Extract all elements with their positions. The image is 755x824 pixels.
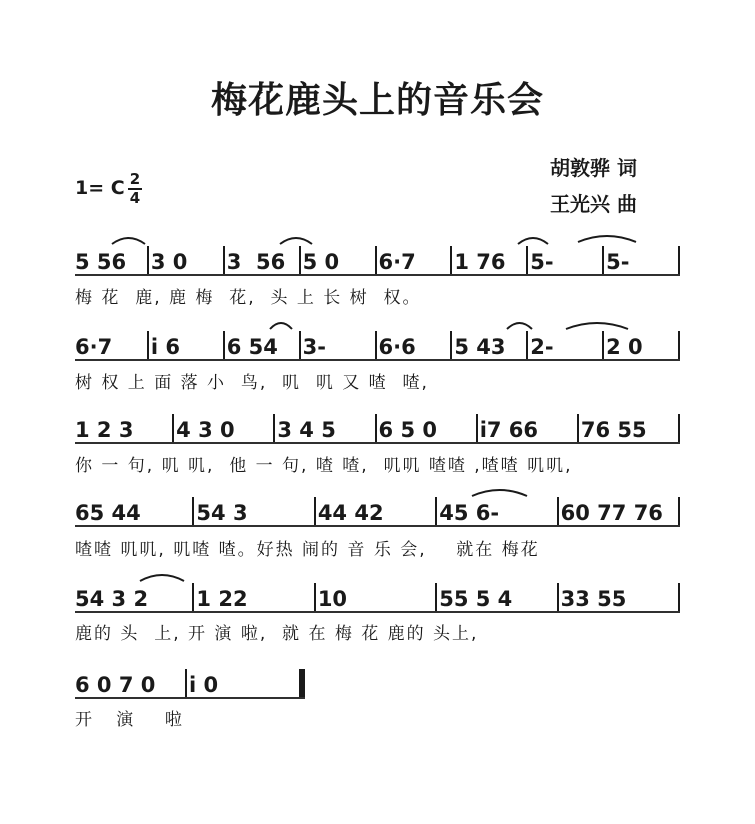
measure bbox=[75, 330, 145, 360]
lyric-line: 鹿的 头 上, 开 演 啦, 就 在 梅 花 鹿的 头上, bbox=[75, 624, 479, 644]
notation-line bbox=[75, 245, 680, 275]
measure-notes: 2 0 bbox=[606, 335, 643, 359]
measure-notes: 6 5 0 bbox=[378, 418, 437, 442]
measure-notes: 5 56 bbox=[75, 250, 127, 274]
notation-line bbox=[75, 330, 680, 360]
barline bbox=[476, 414, 478, 442]
measure-notes: 55 5 4 bbox=[439, 587, 513, 611]
barline bbox=[602, 331, 604, 359]
barline bbox=[435, 497, 437, 525]
measure bbox=[75, 496, 190, 526]
barline bbox=[678, 497, 680, 525]
barline bbox=[375, 414, 377, 442]
measure-notes: 45 6- bbox=[439, 501, 500, 525]
measure bbox=[227, 245, 297, 275]
measure-notes: 3- bbox=[302, 335, 326, 359]
measure-notes: 44 42 bbox=[317, 501, 384, 525]
slur-arc bbox=[112, 238, 145, 244]
measure bbox=[606, 330, 676, 360]
measure bbox=[379, 330, 449, 360]
beam-line bbox=[75, 274, 680, 276]
composer-credit: 王光兴 曲 bbox=[550, 192, 637, 216]
measure-notes: 10 bbox=[317, 587, 348, 611]
measure-notes: 65 44 bbox=[75, 501, 141, 525]
measure bbox=[75, 413, 170, 443]
measure bbox=[581, 413, 676, 443]
measure bbox=[151, 330, 221, 360]
barline bbox=[526, 246, 528, 274]
slur-arc bbox=[140, 575, 184, 581]
lyric-line: 你 一 句, 叽 叽, 他 一 句, 喳 喳, 叽叽 喳喳 ,喳喳 叽叽, bbox=[75, 456, 573, 476]
slur-arc bbox=[578, 236, 636, 242]
key-signature: 1= C bbox=[75, 177, 125, 199]
barline bbox=[526, 331, 528, 359]
barline bbox=[678, 414, 680, 442]
measure-notes: 3 0 bbox=[150, 250, 188, 274]
barline bbox=[678, 246, 680, 274]
slur-arc bbox=[566, 323, 628, 329]
measure-notes: 5- bbox=[530, 250, 554, 274]
measure bbox=[439, 496, 554, 526]
measure bbox=[318, 582, 433, 612]
measure bbox=[196, 496, 311, 526]
measure bbox=[303, 330, 373, 360]
measure bbox=[454, 245, 524, 275]
measure-notes: 6·7 bbox=[75, 335, 113, 359]
measure bbox=[277, 413, 372, 443]
barline bbox=[602, 246, 604, 274]
lyric-line: 喳喳 叽叽, 叽喳 喳。好热 闹的 音 乐 会, 就在 梅花 bbox=[75, 540, 540, 560]
barline bbox=[299, 331, 301, 359]
measure bbox=[561, 582, 676, 612]
barline bbox=[192, 583, 194, 611]
beam-line bbox=[75, 359, 680, 361]
notation-line bbox=[75, 668, 305, 698]
measure-notes: 1 22 bbox=[196, 587, 248, 611]
barline bbox=[147, 331, 149, 359]
measure bbox=[379, 413, 474, 443]
barline bbox=[223, 331, 225, 359]
barline bbox=[223, 246, 225, 274]
measure bbox=[151, 245, 221, 275]
measure-notes: 76 55 bbox=[580, 418, 647, 442]
measure bbox=[439, 582, 554, 612]
measure bbox=[606, 245, 676, 275]
lyric-line: 树 权 上 面 落 小 鸟, 叽 叽 又 喳 喳, bbox=[75, 373, 429, 393]
measure bbox=[318, 496, 433, 526]
slur-arc bbox=[280, 238, 312, 244]
notation-line bbox=[75, 413, 680, 443]
barline bbox=[172, 414, 174, 442]
measure-notes: 1 2 3 bbox=[75, 418, 134, 442]
barline bbox=[450, 246, 452, 274]
measure bbox=[303, 245, 373, 275]
barline bbox=[314, 497, 316, 525]
barline bbox=[678, 583, 680, 611]
beam-line bbox=[75, 525, 680, 527]
barline bbox=[435, 583, 437, 611]
final-barline bbox=[299, 669, 305, 697]
barline bbox=[450, 331, 452, 359]
measure bbox=[196, 582, 311, 612]
measure-notes: 6·6 bbox=[378, 335, 416, 359]
measure bbox=[189, 668, 297, 698]
measure-notes: 6 54 bbox=[226, 335, 278, 359]
barline bbox=[557, 497, 559, 525]
barline bbox=[678, 331, 680, 359]
measure-notes: 33 55 bbox=[560, 587, 627, 611]
barline bbox=[577, 414, 579, 442]
notation-line bbox=[75, 582, 680, 612]
barline bbox=[273, 414, 275, 442]
measure-notes: 54 3 bbox=[196, 501, 248, 525]
barline bbox=[299, 246, 301, 274]
measure bbox=[227, 330, 297, 360]
measure-notes: 1 76 bbox=[454, 250, 506, 274]
measure-notes: 6 0 7 0 bbox=[75, 673, 156, 697]
barline bbox=[375, 246, 377, 274]
measure-notes: 4 3 0 bbox=[176, 418, 235, 442]
barline bbox=[375, 331, 377, 359]
measure bbox=[75, 668, 183, 698]
measure bbox=[454, 330, 524, 360]
measure-notes: 5 0 bbox=[302, 250, 340, 274]
beam-line bbox=[75, 442, 680, 444]
barline bbox=[147, 246, 149, 274]
measure bbox=[75, 245, 145, 275]
slur-arc bbox=[507, 323, 532, 329]
barline bbox=[314, 583, 316, 611]
time-signature-numerator: 2 bbox=[129, 170, 141, 188]
notation-line bbox=[75, 496, 680, 526]
beam-line bbox=[75, 611, 680, 613]
lyric-line: 梅 花 鹿, 鹿 梅 花, 头 上 长 树 权。 bbox=[75, 288, 422, 308]
measure bbox=[379, 245, 449, 275]
measure-notes: 6·7 bbox=[378, 250, 416, 274]
measure-notes: 60 77 76 bbox=[560, 501, 663, 525]
lyric-line: 开 演 啦 bbox=[75, 710, 184, 730]
measure-notes: 5- bbox=[606, 250, 630, 274]
measure-notes: i 0 bbox=[189, 673, 219, 697]
measure bbox=[530, 245, 600, 275]
time-signature-denominator: 4 bbox=[129, 189, 141, 207]
measure bbox=[561, 496, 676, 526]
measure-notes: 3 56 bbox=[226, 250, 286, 274]
measure-notes: 2- bbox=[530, 335, 554, 359]
measure-notes: 54 3 2 bbox=[75, 587, 149, 611]
lyricist-credit: 胡敦骅 词 bbox=[550, 156, 637, 180]
measure bbox=[75, 582, 190, 612]
measure-notes: i 6 bbox=[150, 335, 180, 359]
measure-notes: 3 4 5 bbox=[277, 418, 336, 442]
barline bbox=[557, 583, 559, 611]
measure-notes: i7 66 bbox=[479, 418, 539, 442]
barline bbox=[185, 669, 187, 697]
measure bbox=[530, 330, 600, 360]
slur-arc bbox=[518, 238, 548, 244]
song-title: 梅花鹿头上的音乐会 bbox=[210, 80, 544, 121]
measure bbox=[176, 413, 271, 443]
measure bbox=[480, 413, 575, 443]
barline bbox=[192, 497, 194, 525]
slur-arc bbox=[270, 323, 292, 329]
time-signature bbox=[128, 171, 142, 207]
beam-line bbox=[75, 697, 305, 699]
measure-notes: 5 43 bbox=[454, 335, 506, 359]
